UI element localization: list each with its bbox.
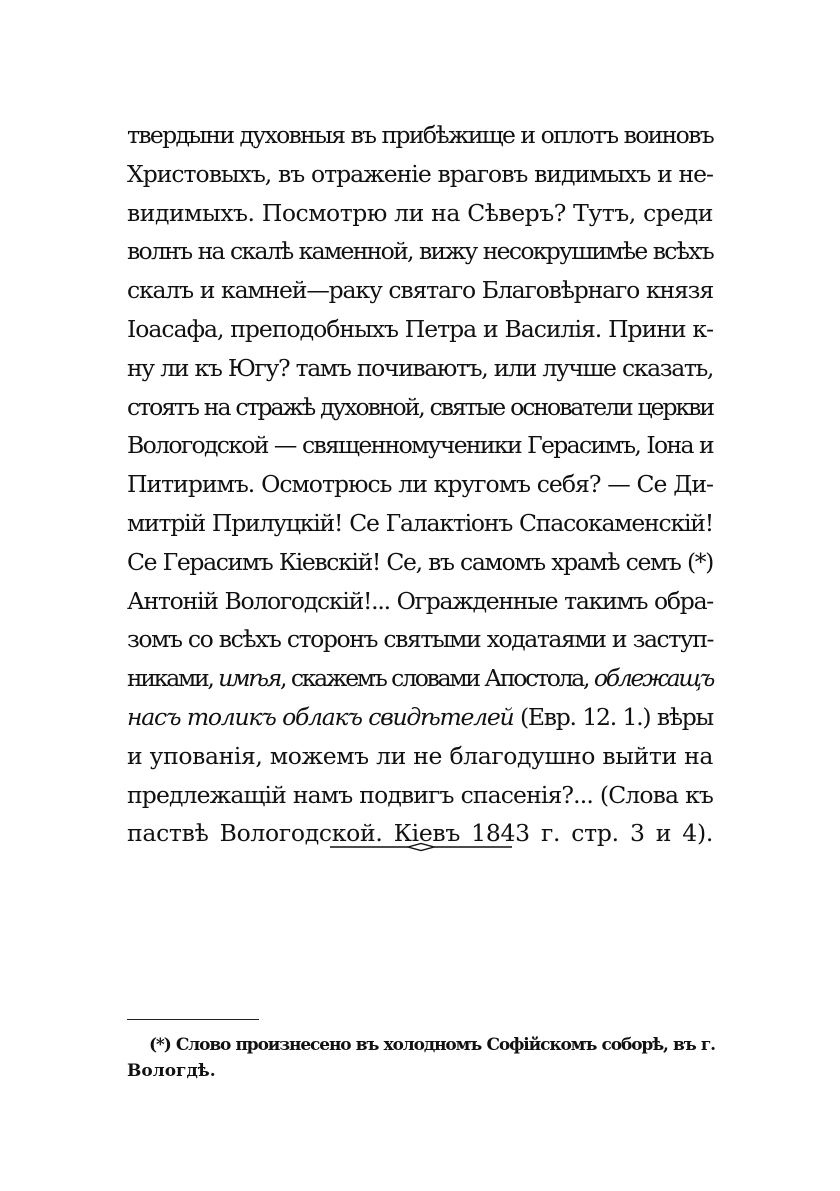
text-line: Христовыхъ, въ отраженіе враговъ видимыхъ и не- — [127, 159, 713, 188]
text-line: митрій Прилуцкій! Се Галактіонъ Спасокаменскій! — [127, 508, 713, 537]
main-text-block — [127, 116, 713, 853]
text-line: предлежащій намъ подвигъ спасенія?... (Слова къ — [127, 780, 713, 809]
text-line: Се Герасимъ Кіевскій! Се, въ самомъ храмѣ семъ (*) — [127, 547, 713, 576]
text-line: Іоасафа, преподобныхъ Петра и Василія. Прини к- — [127, 314, 713, 343]
divider-ornament-icon — [330, 841, 512, 853]
text-segment: (Евр. 12. 1.) вѣры — [513, 702, 713, 731]
text-line: зомъ со всѣхъ сторонъ святыми ходатаями и заступ- — [127, 625, 713, 654]
section-divider-ornament — [330, 841, 512, 853]
footnote-rule — [127, 1019, 259, 1020]
italic-segment: имѣя — [218, 664, 281, 693]
text-line: Антоній Вологодскій!... Огражденные такимъ обра- — [127, 586, 713, 615]
italic-segment: облежащъ — [593, 664, 713, 693]
text-line: стоятъ на стражѣ духовной, святые основатели церкви — [127, 392, 713, 421]
text-line: твердыни духовныя въ прибѣжище и оплотъ воиновъ — [127, 121, 713, 149]
text-line: и упованія, можемъ ли не благодушно выйти на — [127, 741, 713, 770]
text-line-mixed — [127, 659, 713, 698]
text-line: волнъ на скалѣ каменной, вижу несокрушимѣе всѣхъ — [127, 237, 713, 266]
italic-segment: насъ толикъ облакъ свидѣтелей — [127, 702, 514, 731]
text-line: Питиримъ. Осмотрюсь ли кругомъ себя? — Се Ди- — [127, 470, 713, 499]
footnote — [127, 1032, 715, 1084]
text-segment: , скажемъ словами Апостола, — [280, 664, 594, 693]
text-line: паствѣ Вологодской. Кіевъ 1843 г. стр. 3 и 4). — [127, 819, 713, 848]
text-line-mixed — [127, 698, 713, 737]
text-line: Вологодской — священномученики Герасимъ, Іона и — [127, 431, 713, 460]
text-line: ну ли къ Югу? тамъ почиваютъ, или лучше сказать, — [127, 353, 713, 382]
footnote-line: Вологдѣ. — [127, 1061, 216, 1081]
text-line: видимыхъ. Посмотрю ли на Сѣверъ? Тутъ, среди — [127, 198, 713, 227]
text-segment: никами, — [127, 664, 219, 693]
text-line: скалъ и камней—раку святаго Благовѣрнаго князя — [127, 276, 713, 305]
footnote-line: (*) Слово произнесено въ холодномъ Софійскомъ соборѣ, въ г. — [149, 1035, 715, 1055]
